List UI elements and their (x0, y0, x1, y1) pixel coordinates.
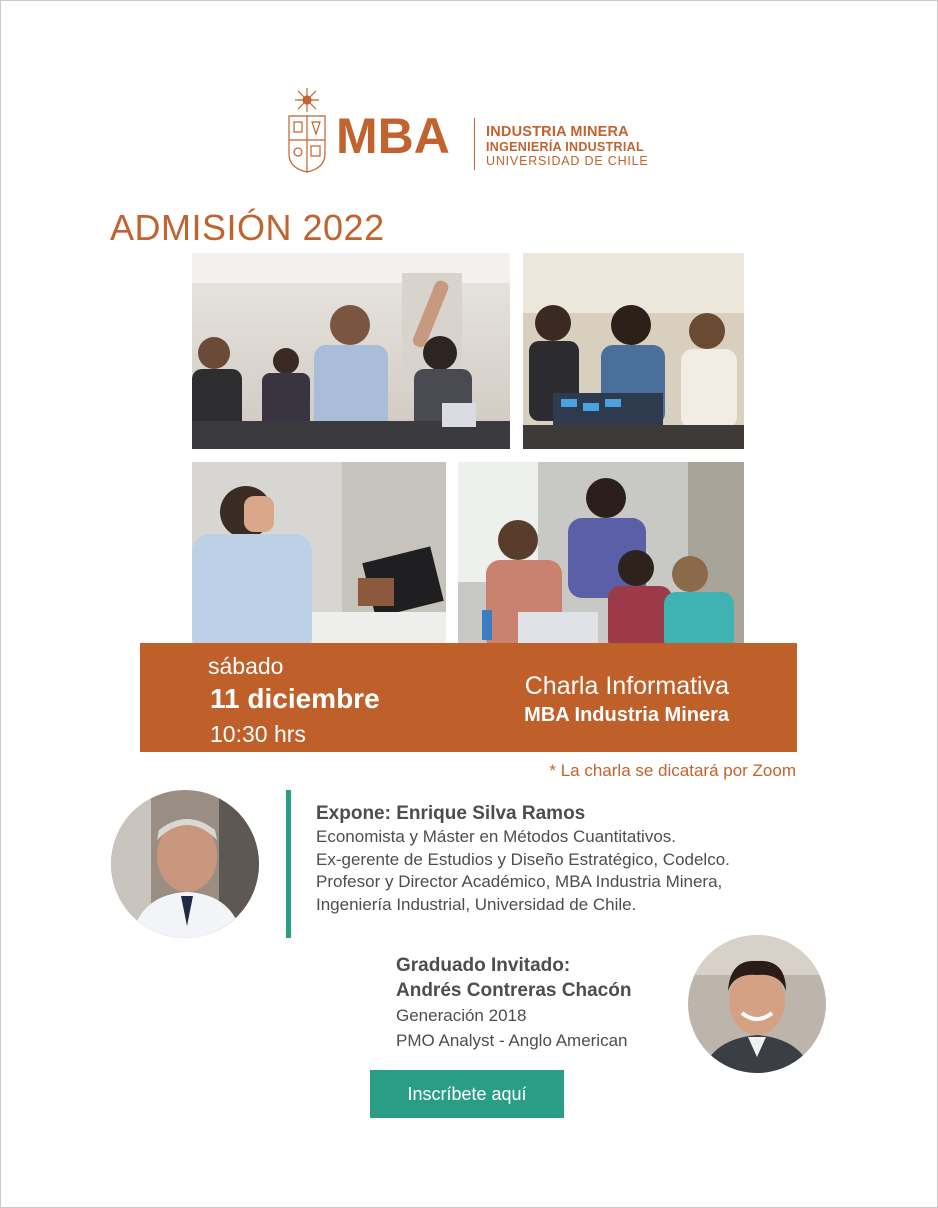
photo-group-workshop (523, 253, 744, 449)
guest-info (396, 953, 631, 1053)
page-title: ADMISIÓN 2022 (110, 207, 385, 248)
logo-line-program: INDUSTRIA MINERA (486, 124, 629, 140)
logo-line-department: INGENIERÍA INDUSTRIAL (486, 140, 644, 154)
mba-logo (286, 88, 666, 178)
logo-mba-text: MBA (336, 108, 450, 164)
guest-name: Andrés Contreras Chacón (396, 980, 632, 1001)
photo-classroom (192, 253, 510, 449)
guest-role: PMO Analyst - Anglo American (396, 1031, 628, 1050)
university-crest-icon (286, 88, 328, 174)
speaker-bio-line: Ex-gerente de Estudios y Diseño Estratégico, Codelco. (316, 849, 730, 869)
photo-students-laughing (458, 462, 744, 652)
speaker-avatar (111, 790, 259, 938)
speaker-accent-bar (286, 790, 291, 938)
event-time: 10:30 hrs (210, 721, 306, 747)
speaker-bio-line: Ingeniería Industrial, Universidad de Chile. (316, 894, 637, 914)
speaker-info (316, 802, 730, 916)
event-program: MBA Industria Minera (524, 704, 729, 726)
logo-line-university: UNIVERSIDAD DE CHILE (486, 154, 649, 168)
photo-student-laptop (192, 462, 446, 652)
event-day: sábado (208, 653, 284, 679)
register-button[interactable]: Inscríbete aquí (370, 1070, 564, 1118)
event-title: Charla Informativa (524, 672, 729, 700)
speaker-bio-line: Economista y Máster en Métodos Cuantitativos. (316, 827, 676, 846)
event-date: 11 diciembre (210, 683, 380, 714)
guest-label: Graduado Invitado: (396, 955, 571, 976)
speaker-bio-line: Profesor y Director Académico, MBA Industria Minera, (316, 872, 723, 891)
zoom-note: * La charla se dicatará por Zoom (549, 761, 796, 780)
guest-generation: Generación 2018 (396, 1006, 527, 1025)
event-banner (140, 643, 797, 752)
guest-avatar (688, 935, 826, 1073)
speaker-name: Expone: Enrique Silva Ramos (316, 803, 586, 824)
logo-divider (474, 118, 475, 170)
logo-subtitle (486, 124, 649, 169)
